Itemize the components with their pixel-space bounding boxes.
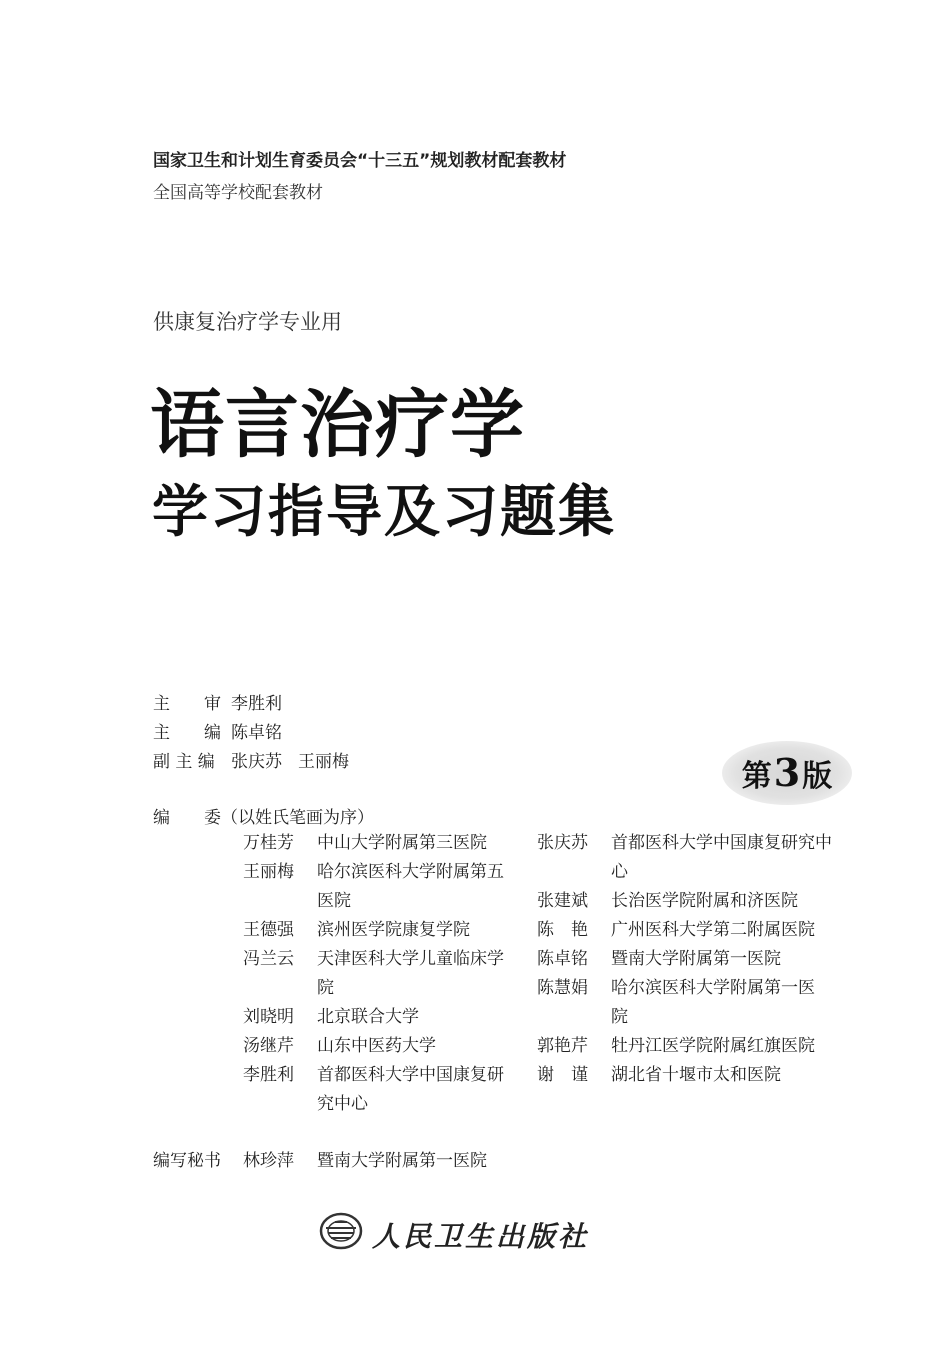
- member-affiliation: 牡丹江医学院附属红旗医院: [611, 1036, 815, 1056]
- secretary-name: 林珍萍: [243, 1151, 294, 1171]
- credit-role: 主 审: [153, 694, 221, 714]
- member-affiliation: 山东中医药大学: [317, 1036, 436, 1056]
- member-affiliation: 北京联合大学: [317, 1007, 419, 1027]
- credit-role: 副 主 编: [153, 752, 215, 772]
- committee-member: [243, 1032, 513, 1061]
- credit-reviewer: [153, 689, 282, 714]
- publisher-name: 人民卫生出版社: [372, 1220, 590, 1253]
- credit-name: 张庆苏: [231, 752, 282, 772]
- edition-suffix: 版: [802, 759, 833, 794]
- member-affiliation: 哈尔滨医科大学附属第五医院: [317, 862, 504, 911]
- member-affiliation: 哈尔滨医科大学附属第一医院: [611, 978, 815, 1027]
- committee-member: [537, 829, 837, 887]
- edition-label: [723, 750, 851, 795]
- member-affiliation: 滨州医学院康复学院: [317, 920, 470, 940]
- committee-member: [537, 945, 837, 974]
- member-affiliation: 首都医科大学中国康复研究中心: [317, 1065, 504, 1114]
- member-name: 刘晓明: [243, 1007, 294, 1027]
- committee-member: [537, 887, 837, 916]
- committee-member: [243, 945, 513, 1003]
- committee-member: [537, 1061, 837, 1090]
- member-affiliation: 暨南大学附属第一医院: [611, 949, 781, 969]
- member-affiliation: 长治医学院附属和济医院: [611, 891, 798, 911]
- credit-editor: [153, 718, 282, 743]
- member-name: 陈 艳: [537, 920, 588, 940]
- member-name: 郭艳芹: [537, 1036, 588, 1056]
- edition-number: 3: [773, 750, 801, 795]
- committee-member: [243, 1061, 513, 1119]
- committee-member: [537, 916, 837, 945]
- committee-member: [537, 974, 837, 1032]
- committee-label: 编 委（以姓氏笔画为序）: [153, 808, 374, 828]
- committee-member: [243, 858, 513, 916]
- member-name: 王德强: [243, 920, 294, 940]
- edition-prefix: 第: [741, 759, 772, 794]
- secretary-role: 编写秘书: [153, 1151, 221, 1171]
- member-name: 万桂芳: [243, 833, 294, 853]
- series-subtitle: 全国高等学校配套教材: [153, 183, 323, 203]
- member-name: 冯兰云: [243, 949, 294, 969]
- member-affiliation: 首都医科大学中国康复研究中心: [611, 833, 832, 882]
- credit-name: 李胜利: [231, 694, 282, 714]
- member-name: 张庆苏: [537, 833, 588, 853]
- book-subtitle: 学习指导及习题集: [152, 480, 616, 545]
- member-affiliation: 天津医科大学儿童临床学院: [317, 949, 504, 998]
- member-name: 王丽梅: [243, 862, 294, 882]
- credit-name: 陈卓铭: [231, 723, 282, 743]
- member-affiliation: 中山大学附属第三医院: [317, 833, 487, 853]
- secretary-affiliation: 暨南大学附属第一医院: [317, 1151, 487, 1171]
- member-name: 李胜利: [243, 1065, 294, 1085]
- series-title: 国家卫生和计划生育委员会“十三五”规划教材配套教材: [153, 151, 567, 171]
- credit-deputy-editors: [153, 747, 365, 772]
- credit-name: 王丽梅: [298, 752, 349, 772]
- member-name: 汤继芹: [243, 1036, 294, 1056]
- member-name: 陈卓铭: [537, 949, 588, 969]
- member-name: 张建斌: [537, 891, 588, 911]
- member-affiliation: 湖北省十堰市太和医院: [611, 1065, 781, 1085]
- audience-note: 供康复治疗学专业用: [153, 310, 342, 334]
- committee-member: [537, 1032, 837, 1061]
- credit-role: 主 编: [153, 723, 221, 743]
- committee-member: [243, 916, 513, 945]
- book-title: 语言治疗学: [150, 382, 525, 468]
- member-affiliation: 广州医科大学第二附属医院: [611, 920, 815, 940]
- member-name: 陈慧娟: [537, 978, 588, 998]
- member-name: 谢 谨: [537, 1065, 588, 1085]
- committee-member: [243, 829, 513, 858]
- committee-member: [243, 1003, 513, 1032]
- writing-secretary: [153, 1146, 487, 1171]
- publisher-logo-icon: [318, 1208, 364, 1258]
